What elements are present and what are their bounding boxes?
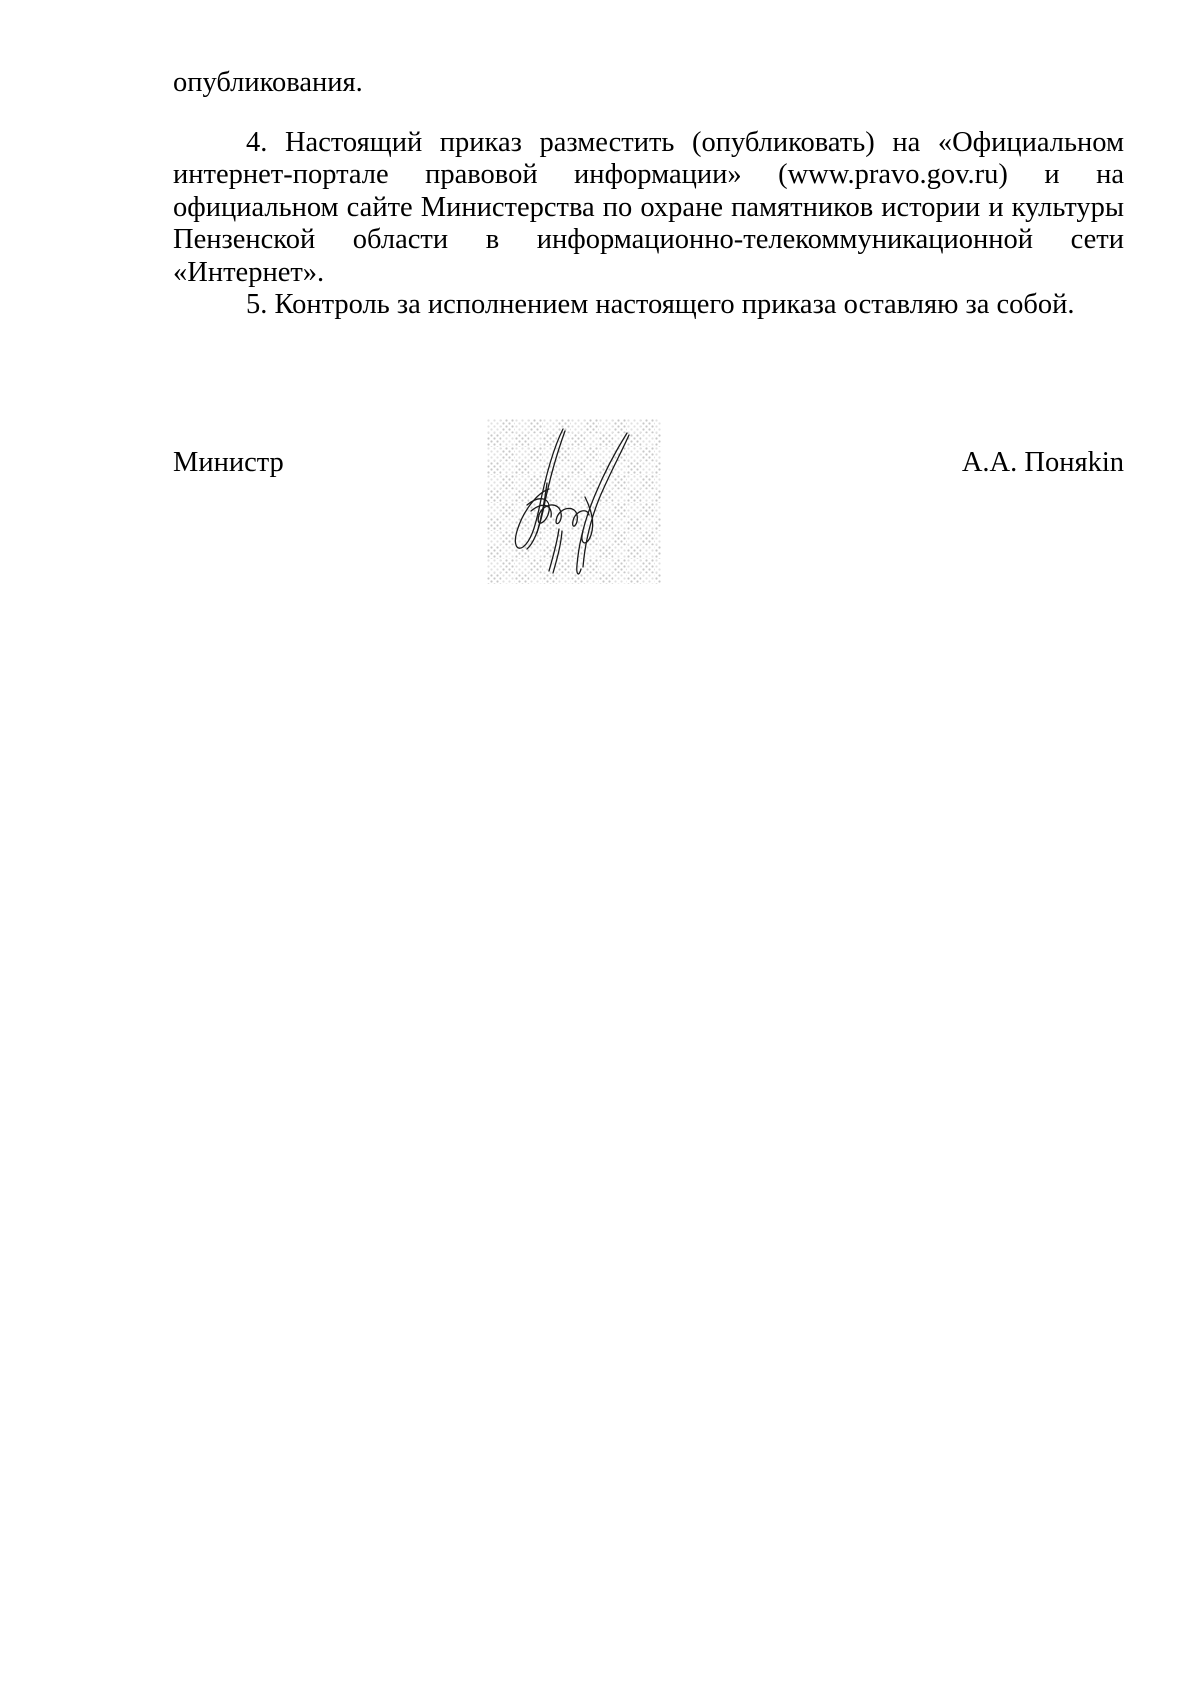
signature-block (173, 419, 1124, 589)
signatory-title: Министр (173, 447, 284, 478)
paragraph-item-5: 5. Контроль за исполнением настоящего приказа оставляю за собой. (246, 289, 1075, 320)
signature-icon (487, 419, 661, 584)
paragraph-item-4: 4. Настоящий приказ разместить (опубликовать) на «Официальном интернет-портале правовой информации» (www.pravo.gov.ru) и на официальном сайте Министерства по охране памятников истории и культуры Пензенской области в информационно-телекоммуникационной сети «Интернет». (173, 126, 1124, 288)
document-body (173, 67, 1124, 322)
paragraph-spacer (173, 100, 1124, 127)
signatory-name: А.А. Поняkin (961, 447, 1124, 478)
paragraph-continuation: опубликования. (173, 67, 363, 98)
